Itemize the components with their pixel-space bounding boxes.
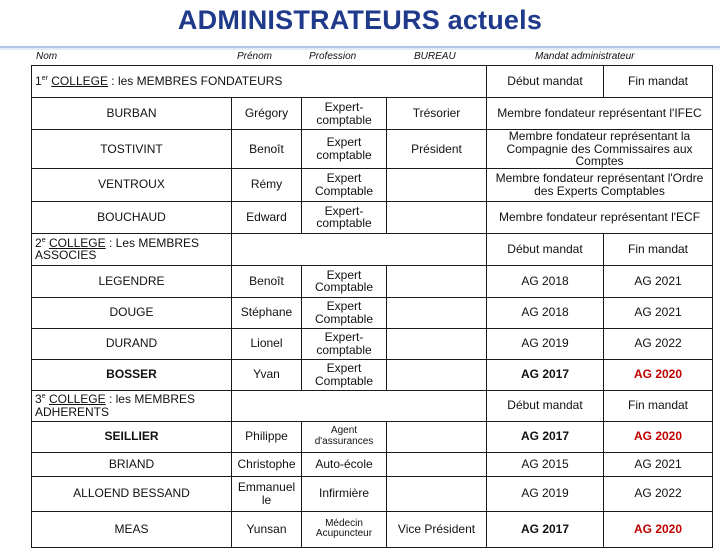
prenom-cell: Christophe <box>232 452 302 476</box>
debut-cell: AG 2017 <box>487 359 604 390</box>
bureau-cell <box>387 168 487 201</box>
prenom-cell: Stéphane <box>232 297 302 328</box>
table-row <box>32 421 713 452</box>
nom-cell: BOUCHAUD <box>32 201 232 233</box>
table-row <box>32 98 713 130</box>
table-row <box>32 297 713 328</box>
prenom-cell: Philippe <box>232 421 302 452</box>
table-row <box>32 476 713 511</box>
mandat-cell: Membre fondateur représentant l'ECF <box>487 201 713 233</box>
profession-cell: Infirmière <box>302 476 387 511</box>
prenom-cell: Grégory <box>232 98 302 130</box>
profession-cell: Auto-école <box>302 452 387 476</box>
debut-mandat-label: Début mandat <box>487 66 604 98</box>
mandat-cell: Membre fondateur représentant l'Ordre des Experts Comptables <box>487 168 713 201</box>
table-row <box>32 130 713 169</box>
nom-cell: DOUGE <box>32 297 232 328</box>
profession-cell: Expert comptable <box>302 130 387 169</box>
fin-cell: AG 2022 <box>604 328 713 359</box>
nom-cell: ALLOEND BESSAND <box>32 476 232 511</box>
bureau-cell: Président <box>387 130 487 169</box>
nom-cell: DURAND <box>32 328 232 359</box>
page-title: ADMINISTRATEURS actuels <box>177 5 543 35</box>
debut-cell: AG 2017 <box>487 511 604 547</box>
bureau-cell <box>387 452 487 476</box>
debut-cell: AG 2019 <box>487 476 604 511</box>
prenom-cell: Edward <box>232 201 302 233</box>
mandat-cell: Membre fondateur représentant la Compagnie des Commissaires aux Comptes <box>487 130 713 169</box>
profession-cell: Expert-comptable <box>302 98 387 130</box>
bureau-cell <box>387 476 487 511</box>
bureau-cell: Vice Président <box>387 511 487 547</box>
profession-cell: Expert-comptable <box>302 201 387 233</box>
debut-cell: AG 2017 <box>487 421 604 452</box>
nom-cell: LEGENDRE <box>32 265 232 297</box>
nom-cell: BOSSER <box>32 359 232 390</box>
debut-cell: AG 2018 <box>487 265 604 297</box>
fin-cell: AG 2020 <box>604 359 713 390</box>
profession-cell: Expert Comptable <box>302 265 387 297</box>
administrators-table <box>31 65 713 548</box>
section-label: 2e COLLEGE : Les MEMBRES ASSOCIES <box>32 233 232 265</box>
nom-cell: BURBAN <box>32 98 232 130</box>
bureau-cell: Trésorier <box>387 98 487 130</box>
bureau-cell <box>387 421 487 452</box>
prenom-cell: Yvan <box>232 359 302 390</box>
nom-cell: BRIAND <box>32 452 232 476</box>
header-prenom: Prénom <box>237 51 273 62</box>
prenom-cell: Lionel <box>232 328 302 359</box>
table-row <box>32 328 713 359</box>
prenom-cell: Benoît <box>232 265 302 297</box>
table-row <box>32 168 713 201</box>
section-header-fondateurs <box>32 66 713 98</box>
debut-cell: AG 2018 <box>487 297 604 328</box>
fin-mandat-label: Fin mandat <box>604 66 713 98</box>
mandat-cell: Membre fondateur représentant l'IFEC <box>487 98 713 130</box>
fin-cell: AG 2021 <box>604 265 713 297</box>
debut-cell: AG 2015 <box>487 452 604 476</box>
section-header-adherents <box>32 390 713 421</box>
header-bureau: BUREAU <box>414 51 456 62</box>
table-row <box>32 359 713 390</box>
section-header-associes <box>32 233 713 265</box>
fin-cell: AG 2022 <box>604 476 713 511</box>
profession-cell: Expert Comptable <box>302 297 387 328</box>
prenom-cell: Emmanuel le <box>232 476 302 511</box>
profession-cell: Expert-comptable <box>302 328 387 359</box>
fin-cell: AG 2021 <box>604 297 713 328</box>
table-row <box>32 265 713 297</box>
table-row <box>32 511 713 547</box>
table-row <box>32 201 713 233</box>
section-label: 1er COLLEGE : les MEMBRES FONDATEURS <box>32 66 302 98</box>
profession-cell: Expert Comptable <box>302 168 387 201</box>
prenom-cell: Benoît <box>232 130 302 169</box>
nom-cell: TOSTIVINT <box>32 130 232 169</box>
prenom-cell: Yunsan <box>232 511 302 547</box>
debut-mandat-label: Début mandat <box>487 390 604 421</box>
section-label: 3e COLLEGE : les MEMBRES ADHERENTS <box>32 390 232 421</box>
nom-cell: MEAS <box>32 511 232 547</box>
header-nom: Nom <box>36 51 58 62</box>
fin-cell: AG 2020 <box>604 511 713 547</box>
nom-cell: VENTROUX <box>32 168 232 201</box>
profession-cell: Agent d'assurances <box>302 421 387 452</box>
fin-cell: AG 2020 <box>604 421 713 452</box>
bureau-cell <box>387 201 487 233</box>
debut-mandat-label: Début mandat <box>487 233 604 265</box>
header-mandat: Mandat administrateur <box>535 51 635 62</box>
profession-cell: Expert Comptable <box>302 359 387 390</box>
fin-cell: AG 2021 <box>604 452 713 476</box>
fin-mandat-label: Fin mandat <box>604 390 713 421</box>
prenom-cell: Rémy <box>232 168 302 201</box>
table-row <box>32 452 713 476</box>
debut-cell: AG 2019 <box>487 328 604 359</box>
nom-cell: SEILLIER <box>32 421 232 452</box>
fin-mandat-label: Fin mandat <box>604 233 713 265</box>
profession-cell: Médecin Acupuncteur <box>302 511 387 547</box>
header-profession: Profession <box>309 51 357 62</box>
decorative-divider <box>0 41 720 51</box>
